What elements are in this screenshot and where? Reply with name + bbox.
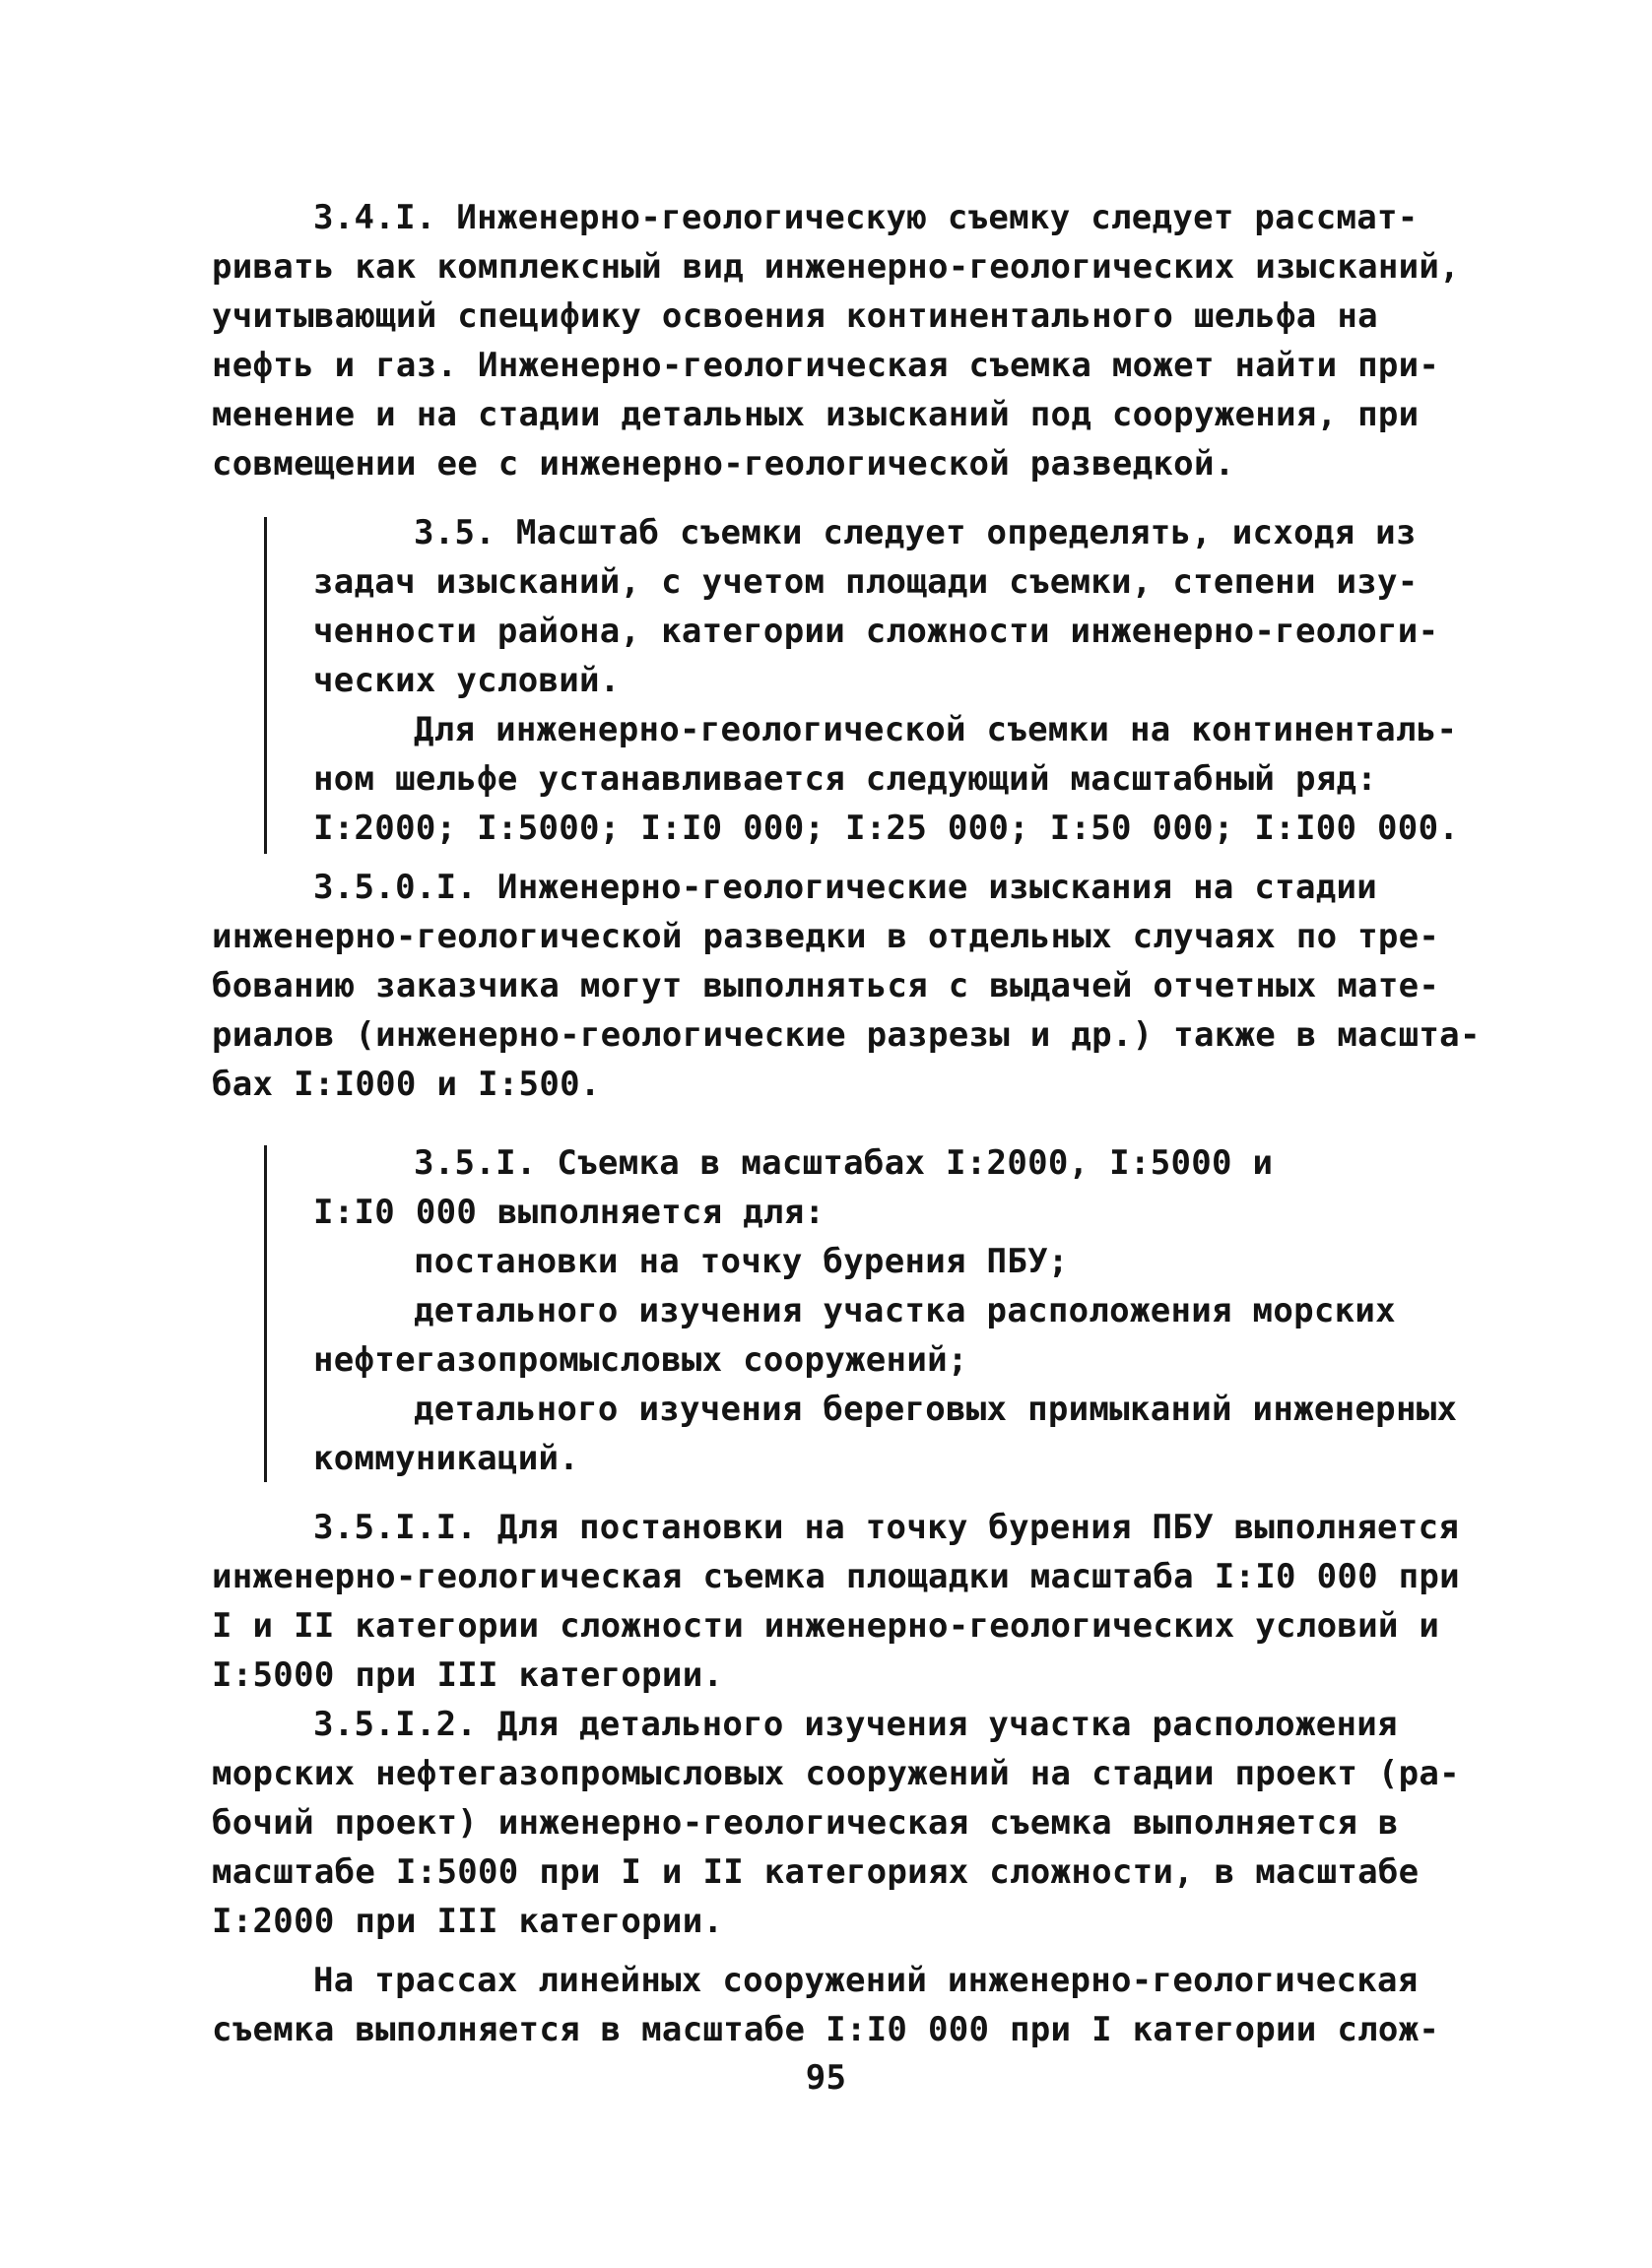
text-line: детального изучения береговых примыканий инженерных	[414, 1390, 1458, 1429]
text-line: ченности района, категории сложности инженерно-геологи-	[313, 612, 1439, 651]
change-bar	[264, 1145, 267, 1482]
text-line: На трассах линейных сооружений инженерно-геологическая	[313, 1961, 1419, 2000]
text-line: 3.4.I. Инженерно-геологическую съемку следует рассмат-	[313, 198, 1419, 237]
text-line: инженерно-геологическая съемка площадки масштаба I:I0 000 при	[212, 1557, 1460, 1596]
text-line: 3.5.I.I. Для постановки на точку бурения ПБУ выполняется	[313, 1508, 1460, 1547]
text-line: учитывающий специфику освоения континентального шельфа на	[212, 296, 1378, 336]
page-number: 95	[805, 2058, 847, 2098]
text-line: масштабе I:5000 при I и II категориях сложности, в масштабе	[212, 1852, 1420, 1892]
text-line: ривать как комплексный вид инженерно-геологических изысканий,	[212, 247, 1460, 287]
text-line: 3.5.I.2. Для детального изучения участка расположения	[313, 1705, 1398, 1744]
change-bar	[264, 517, 267, 854]
text-line: нефть и газ. Инженерно-геологическая съемка может найти при-	[212, 346, 1440, 385]
text-line: постановки на точку бурения ПБУ;	[414, 1242, 1069, 1281]
text-line: менение и на стадии детальных изысканий под сооружения, при	[212, 395, 1420, 434]
text-line: I:5000 при III категории.	[212, 1655, 724, 1695]
text-line: ном шельфе устанавливается следующий масштабный ряд:	[313, 759, 1378, 799]
text-line: бованию заказчика могут выполняться с выдачей отчетных мате-	[212, 966, 1440, 1005]
text-line: задач изысканий, с учетом площади съемки, степени изу-	[313, 562, 1419, 602]
text-line: съемка выполняется в масштабе I:I0 000 при I категории слож-	[212, 2010, 1440, 2049]
text-line: Для инженерно-геологической съемки на континенталь-	[414, 710, 1458, 749]
text-line: I и II категории сложности инженерно-геологических условий и	[212, 1606, 1440, 1646]
text-line: морских нефтегазопромысловых сооружений на стадии проект (ра-	[212, 1754, 1460, 1793]
text-line: детального изучения участка расположения морских	[414, 1291, 1396, 1330]
text-line: ческих условий.	[313, 661, 621, 700]
text-line: 3.5. Масштаб съемки следует определять, исходя из	[414, 513, 1417, 552]
text-line: нефтегазопромысловых сооружений;	[313, 1340, 968, 1380]
text-line: бах I:I000 и I:500.	[212, 1065, 601, 1104]
text-line: 3.5.I. Съемка в масштабах I:2000, I:5000 и	[414, 1143, 1274, 1183]
text-line: I:I0 000 выполняется для:	[313, 1193, 826, 1232]
text-line: 3.5.0.I. Инженерно-геологические изыскания на стадии	[313, 868, 1378, 907]
text-line: I:2000; I:5000; I:I0 000; I:25 000; I:50 000; I:I00 000.	[313, 809, 1460, 848]
text-line: инженерно-геологической разведки в отдельных случаях по тре-	[212, 917, 1440, 956]
text-line: совмещении ее с инженерно-геологической разведкой.	[212, 444, 1235, 484]
text-line: риалов (инженерно-геологические разрезы и др.) также в масшта-	[212, 1015, 1481, 1055]
text-line: коммуникаций.	[313, 1439, 580, 1478]
text-line: I:2000 при III категории.	[212, 1902, 724, 1941]
text-line: бочий проект) инженерно-геологическая съемка выполняется в	[212, 1803, 1399, 1843]
